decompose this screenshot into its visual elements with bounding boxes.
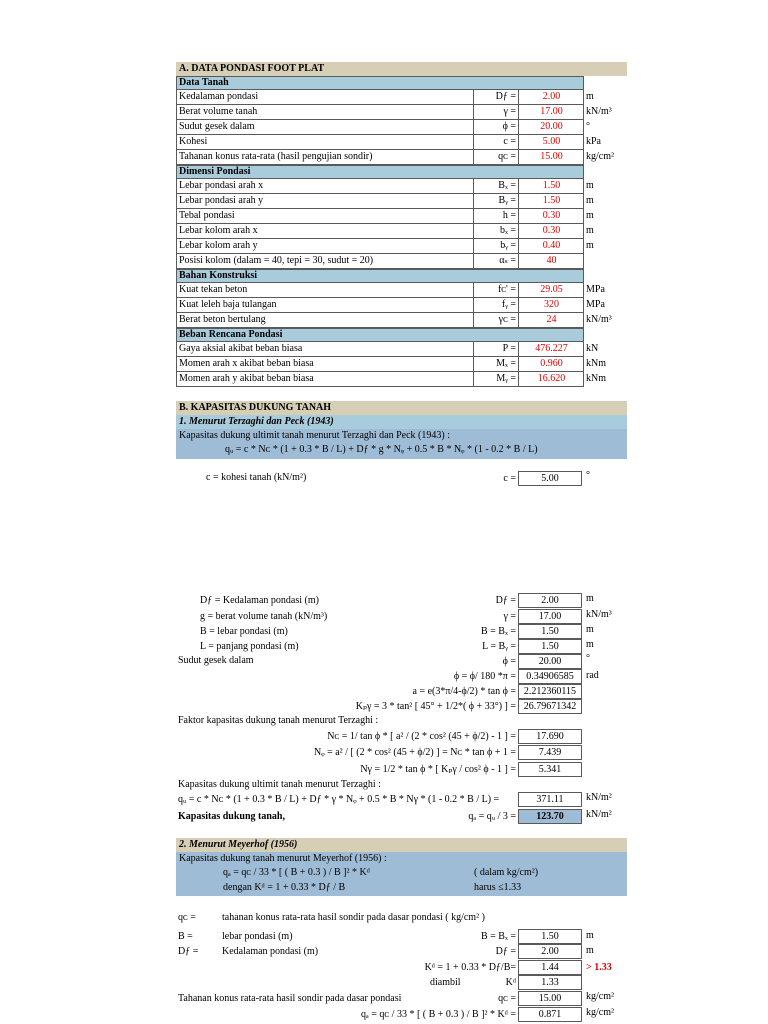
row-symbol: h =	[473, 209, 518, 223]
data-row	[176, 90, 584, 105]
ult-unit: kN/m²	[586, 792, 612, 803]
diambil-label: diambil	[430, 977, 461, 988]
param-unit: m	[586, 945, 594, 956]
row-symbol: Bₓ =	[473, 179, 518, 193]
row-unit: kN/m³	[586, 314, 612, 325]
data-row	[176, 298, 584, 313]
row-unit: kNm	[586, 373, 606, 384]
ny-symbol: Nγ = 1/2 * tan ϕ * [ Kₚγ / cos² ϕ - 1 ] =	[360, 764, 516, 775]
sudut-symbol: ϕ =	[502, 656, 516, 667]
param-unit: kN/m³	[586, 609, 612, 620]
row-unit: m	[586, 195, 594, 206]
nc-symbol: Nᴄ = 1/ tan ϕ * [ a² / (2 * cos² (45 + ϕ/2) - 1 ] =	[327, 731, 516, 742]
row-value[interactable]: 0.30	[518, 209, 584, 223]
rad-symbol: ϕ = ϕ/ 180 *π =	[453, 671, 516, 682]
param-value: 1.50	[518, 639, 582, 654]
kap-unit: kN/m²	[586, 809, 612, 820]
kap-label: Kapasitas dukung tanah,	[178, 811, 285, 822]
param-label: B = lebar pondasi (m)	[200, 626, 288, 637]
faktor-title: Faktor kapasitas dukung tanah menurut Terzaghi :	[178, 715, 379, 726]
meyerhof-intro: Kapasitas dukung tanah menurut Meyerhof (1956) :	[179, 853, 387, 864]
row-unit: m	[586, 91, 594, 102]
meyerhof-note-limit: harus ≤1.33	[474, 882, 522, 893]
data-row	[176, 105, 584, 120]
row-label: Momen arah y akibat beban biasa	[179, 373, 314, 384]
row-label: Posisi kolom (dalam = 40, tepi = 30, sudut = 20)	[179, 255, 374, 266]
row-symbol: bₓ =	[473, 224, 518, 238]
row-label: Berat beton bertulang	[179, 314, 266, 325]
row-label: Tahanan konus rata-rata (hasil pengujian sondir)	[179, 151, 373, 162]
row-unit: MPa	[586, 299, 605, 310]
row-value[interactable]: 1.50	[518, 179, 584, 193]
param-symbol: Dƒ =	[495, 595, 516, 606]
section-b-title: B. KAPASITAS DUKUNG TANAH	[176, 401, 627, 415]
kd-warning: > 1.33	[586, 962, 612, 973]
data-row	[176, 224, 584, 239]
row-value[interactable]: 17.00	[518, 105, 584, 119]
row-symbol: αₛ =	[473, 254, 518, 268]
param-key: B =	[178, 931, 193, 942]
param-label: lebar pondasi (m)	[222, 931, 293, 942]
row-label: Tebal pondasi	[179, 210, 235, 221]
row-symbol: ϕ =	[473, 120, 518, 134]
c-symbol: c =	[503, 473, 516, 484]
data-row	[176, 135, 584, 150]
terzaghi-heading: 1. Menurut Terzaghi dan Peck (1943)	[176, 415, 627, 429]
ult-formula: qᵤ = c * Nᴄ * (1 + 0.3 * B / L) + Dƒ * γ * Nᵩ + 0.5 * B * Nγ * (1 - 0.2 * B / L) =	[178, 794, 500, 805]
param-unit: m	[586, 624, 594, 635]
row-value[interactable]: 0.960	[518, 357, 584, 371]
row-symbol: Mₓ =	[473, 357, 518, 371]
tahanan-unit: kg/cm²	[586, 991, 614, 1002]
param-symbol: B = Bₓ =	[480, 931, 516, 942]
param-label: g = berat volume tanah (kN/m³)	[200, 611, 328, 622]
sudut-value: 20.00	[518, 654, 582, 669]
c-label: c = kohesi tanah (kN/m²)	[206, 472, 307, 483]
row-unit: kN/m³	[586, 106, 612, 117]
kd-value: 1.44	[518, 960, 582, 975]
c-unit: °	[586, 470, 590, 481]
param-unit: m	[586, 639, 594, 650]
row-symbol: bᵧ =	[473, 239, 518, 253]
row-value[interactable]: 1.50	[518, 194, 584, 208]
param-key: Dƒ =	[178, 946, 199, 957]
data-row	[176, 120, 584, 135]
row-label: Berat volume tanah	[179, 106, 258, 117]
ult-value: 371.11	[518, 792, 582, 807]
meyerhof-dengan: dengan Kᵈ = 1 + 0.33 * Dƒ / B	[223, 882, 346, 893]
row-value[interactable]: 2.00	[518, 90, 584, 104]
data-row	[176, 239, 584, 254]
param-value: 2.00	[518, 944, 582, 959]
row-symbol: Bᵧ =	[473, 194, 518, 208]
nq-symbol: Nᵩ = a² / [ (2 * cos² (45 + ϕ/2) ] = Nᴄ * tan ϕ + 1 =	[314, 747, 516, 758]
row-unit: kN	[586, 343, 599, 354]
row-label: Lebar pondasi arah y	[179, 195, 264, 206]
data-row	[176, 313, 584, 328]
meyerhof-formula: qₐ = qᴄ / 33 * [ ( B + 0.3 ) / B ]² * Kᵈ	[223, 867, 370, 878]
a-value: 2.212360115	[518, 684, 582, 699]
row-value[interactable]: 15.00	[518, 150, 584, 164]
tahanan-symbol: qᴄ =	[498, 993, 516, 1004]
row-unit: m	[586, 210, 594, 221]
param-value: 1.50	[518, 929, 582, 944]
data-row	[176, 372, 584, 387]
row-value[interactable]: 476.227	[518, 342, 584, 356]
row-label: Kuat leleh baja tulangan	[179, 299, 277, 310]
row-label: Gaya aksial akibat beban biasa	[179, 343, 303, 354]
kd2-value: 1.33	[518, 975, 582, 990]
kd-symbol: Kᵈ = 1 + 0.33 * Dƒ/B=	[424, 962, 516, 973]
row-value[interactable]: 40	[518, 254, 584, 268]
row-value[interactable]: 320	[518, 298, 584, 312]
row-label: Kohesi	[179, 136, 208, 147]
row-symbol: Dƒ =	[473, 90, 518, 104]
qa-value: 0.871	[518, 1007, 582, 1022]
data-row	[176, 283, 584, 298]
a-symbol: a = e(3*π/4-ϕ/2) * tan ϕ =	[412, 686, 516, 697]
data-row	[176, 342, 584, 357]
row-symbol: Mᵧ =	[473, 372, 518, 386]
data-row	[176, 254, 584, 269]
row-label: Lebar kolom arah x	[179, 225, 258, 236]
row-symbol: fᴄ' =	[473, 283, 518, 297]
param-label: Kedalaman pondasi (m)	[222, 946, 319, 957]
row-label: Lebar pondasi arah x	[179, 180, 264, 191]
row-value[interactable]: 24	[518, 313, 584, 327]
param-label: Dƒ = Kedalaman pondasi (m)	[200, 595, 319, 606]
row-unit: kPa	[586, 136, 601, 147]
param-label: L = panjang pondasi (m)	[200, 641, 299, 652]
row-symbol: fᵧ =	[473, 298, 518, 312]
row-unit: kg/cm²	[586, 151, 614, 162]
tahanan-value: 15.00	[518, 991, 582, 1006]
row-unit: m	[586, 240, 594, 251]
row-unit: MPa	[586, 284, 605, 295]
group-header: Data Tanah	[176, 76, 584, 90]
meyerhof-formula-block	[176, 852, 627, 896]
data-row	[176, 194, 584, 209]
row-unit: °	[586, 121, 590, 132]
param-symbol: B = Bₓ =	[480, 626, 516, 637]
kpy-value: 26.79671342	[518, 699, 582, 714]
row-label: Momen arah x akibat beban biasa	[179, 358, 314, 369]
rad-value: 0.34906585	[518, 669, 582, 684]
sudut-unit: °	[586, 653, 590, 664]
sudut-label: Sudut gesek dalam	[178, 655, 254, 666]
row-unit: m	[586, 180, 594, 191]
row-value[interactable]: 20.00	[518, 120, 584, 134]
param-value: 2.00	[518, 593, 582, 608]
qc-def-text: tahanan konus rata-rata hasil sondir pada dasar pondasi ( kg/cm² )	[222, 912, 485, 923]
nq-value: 7.439	[518, 745, 582, 760]
row-unit: kNm	[586, 358, 606, 369]
qa-unit: kg/cm²	[586, 1007, 614, 1018]
qc-def-symbol: qᴄ =	[178, 912, 196, 923]
ny-value: 5.341	[518, 762, 582, 777]
param-value: 1.50	[518, 624, 582, 639]
kpy-symbol: Kₚγ = 3 * tan² [ 45° + 1/2*( ϕ + 33°) ] =	[355, 701, 516, 712]
row-label: Kedalaman pondasi	[179, 91, 259, 102]
row-value[interactable]: 5.00	[518, 135, 584, 149]
qa-symbol: qₐ = qᴄ / 33 * [ ( B + 0.3 ) / B ]² * Kᵈ =	[361, 1009, 516, 1020]
ult-title: Kapasitas dukung ultimit tanah menurut Terzaghi :	[178, 779, 381, 790]
row-value[interactable]: 29.05	[518, 283, 584, 297]
group-header: Beban Rencana Pondasi	[176, 328, 584, 342]
row-symbol: γ =	[473, 105, 518, 119]
row-label: Sudut gesek dalam	[179, 121, 255, 132]
row-label: Kuat tekan beton	[179, 284, 248, 295]
kd2-symbol: Kᵈ	[505, 977, 516, 988]
row-symbol: γᴄ =	[473, 313, 518, 327]
param-value: 17.00	[518, 609, 582, 624]
group-header: Bahan Konstruksi	[176, 269, 584, 283]
terzaghi-formula-block	[176, 429, 627, 459]
data-row	[176, 150, 584, 165]
section-a-title: A. DATA PONDASI FOOT PLAT	[176, 62, 627, 76]
nc-value: 17.690	[518, 729, 582, 744]
row-symbol: qᴄ =	[473, 150, 518, 164]
row-value[interactable]: 16.620	[518, 372, 584, 386]
c-value: 5.00	[518, 471, 582, 486]
terzaghi-intro: Kapasitas dukung ultimit tanah menurut Terzaghi dan Peck (1943) :	[179, 430, 450, 441]
tahanan-label: Tahanan konus rata-rata hasil sondir pada dasar pondasi	[178, 993, 402, 1004]
row-value[interactable]: 0.30	[518, 224, 584, 238]
param-symbol: Dƒ =	[495, 946, 516, 957]
terzaghi-formula: qᵤ = c * Nᴄ * (1 + 0.3 * B / L) + Dƒ * g * Nᵩ + 0.5 * B * Nᵩ * (1 - 0.2 * B / L)	[225, 444, 538, 455]
kap-symbol: qₐ = qᵤ / 3 =	[468, 811, 516, 822]
row-label: Lebar kolom arah y	[179, 240, 258, 251]
data-row	[176, 357, 584, 372]
data-row	[176, 209, 584, 224]
meyerhof-heading: 2. Menurut Meyerhof (1956)	[176, 838, 627, 852]
meyerhof-note-units: ( dalam kg/cm²)	[474, 867, 539, 878]
rad-unit: rad	[586, 670, 599, 681]
row-unit: m	[586, 225, 594, 236]
row-symbol: P =	[473, 342, 518, 356]
row-value[interactable]: 0.40	[518, 239, 584, 253]
param-symbol: L = Bᵧ =	[482, 641, 516, 652]
param-unit: m	[586, 593, 594, 604]
kap-value: 123.70	[518, 809, 582, 824]
param-unit: m	[586, 930, 594, 941]
group-header: Dimensi Pondasi	[176, 165, 584, 179]
row-symbol: c =	[473, 135, 518, 149]
data-row	[176, 179, 584, 194]
param-symbol: γ =	[503, 611, 516, 622]
